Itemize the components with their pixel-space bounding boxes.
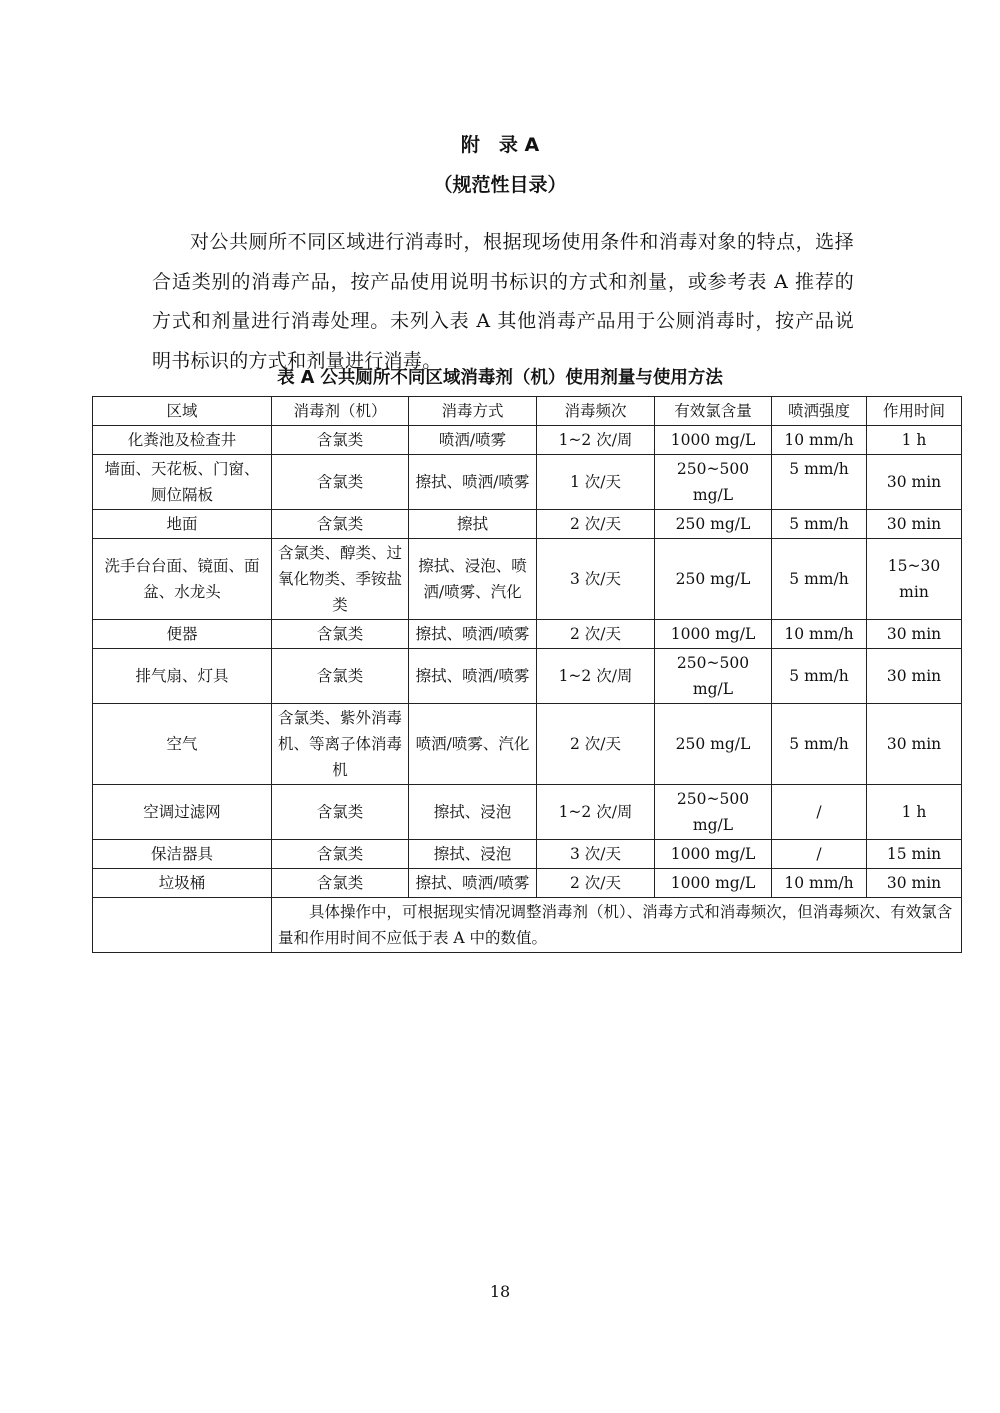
table-cell: 含氯类 xyxy=(272,426,409,455)
table-cell: 10 mm/h xyxy=(772,869,867,898)
table-cell: 30 min xyxy=(867,620,962,649)
table-cell: 1000 mg/L xyxy=(655,620,772,649)
table-caption: 表 A 公共厕所不同区域消毒剂（机）使用剂量与使用方法 xyxy=(277,368,723,388)
table-cell: 250 mg/L xyxy=(655,539,772,620)
table-cell: 保洁器具 xyxy=(93,840,272,869)
table-cell: 30 min xyxy=(867,455,962,510)
table-cell: 擦拭、喷洒/喷雾 xyxy=(409,455,537,510)
table-cell: 含氯类 xyxy=(272,840,409,869)
table-cell: 含氯类 xyxy=(272,785,409,840)
table-row xyxy=(93,869,962,898)
table-cell: 2 次/天 xyxy=(537,620,655,649)
intro-paragraph: 对公共厕所不同区域进行消毒时，根据现场使用条件和消毒对象的特点，选择合适类别的消毒产品，按产品使用说明书标识的方式和剂量，或参考表 A 推荐的方式和剂量进行消毒处理。未列入表 A 其他消毒产品用于公厕消毒时，按产品说明书标识的方式和剂量进行消毒。 xyxy=(152,231,854,372)
table-note-row xyxy=(93,898,962,953)
table-cell: 2 次/天 xyxy=(537,704,655,785)
appendix-subtitle: （规范性目录） xyxy=(433,174,567,196)
table-cell: 5 mm/h xyxy=(772,704,867,785)
table-row xyxy=(93,785,962,840)
table-cell: 空气 xyxy=(93,704,272,785)
header-cell: 有效氯含量 xyxy=(655,397,772,426)
table-cell: 30 min xyxy=(867,869,962,898)
table-row xyxy=(93,840,962,869)
table-cell: 地面 xyxy=(93,510,272,539)
table-cell: 排气扇、灯具 xyxy=(93,649,272,704)
table-cell: 15~30 min xyxy=(867,539,962,620)
table-cell: 擦拭 xyxy=(409,510,537,539)
table-cell: 1~2 次/周 xyxy=(537,426,655,455)
table-cell: 10 mm/h xyxy=(772,426,867,455)
table-cell: 3 次/天 xyxy=(537,840,655,869)
appendix-title: 附 录 A xyxy=(460,134,540,156)
table-cell: 喷洒/喷雾、汽化 xyxy=(409,704,537,785)
table-header-row xyxy=(93,397,962,426)
table-cell: 30 min xyxy=(867,704,962,785)
table-cell: 5 mm/h xyxy=(772,539,867,620)
table-cell: 含氯类 xyxy=(272,510,409,539)
table-cell: 5 mm/h xyxy=(772,649,867,704)
table-row xyxy=(93,539,962,620)
disinfection-table xyxy=(92,396,962,953)
table-cell: 1000 mg/L xyxy=(655,426,772,455)
table-note: 具体操作中，可根据现实情况调整消毒剂（机）、消毒方式和消毒频次，但消毒频次、有效氯含量和作用时间不应低于表 A 中的数值。 xyxy=(272,898,962,953)
table-cell: 1000 mg/L xyxy=(655,869,772,898)
table-cell: 10 mm/h xyxy=(772,620,867,649)
table-row xyxy=(93,455,962,510)
table-row xyxy=(93,704,962,785)
table-cell: 化粪池及检查井 xyxy=(93,426,272,455)
table-cell: 含氯类、醇类、过氧化物类、季铵盐类 xyxy=(272,539,409,620)
table-cell: 3 次/天 xyxy=(537,539,655,620)
table-cell: 空调过滤网 xyxy=(93,785,272,840)
table-cell: 洗手台台面、镜面、面盆、水龙头 xyxy=(93,539,272,620)
table-cell: 墙面、天花板、门窗、厕位隔板 xyxy=(93,455,272,510)
table-cell: 2 次/天 xyxy=(537,869,655,898)
table-cell: 250 mg/L xyxy=(655,704,772,785)
table-cell: 30 min xyxy=(867,649,962,704)
table-cell: 擦拭、浸泡、喷洒/喷雾、汽化 xyxy=(409,539,537,620)
table-cell: / xyxy=(772,840,867,869)
table-row xyxy=(93,649,962,704)
table-cell: 1~2 次/周 xyxy=(537,649,655,704)
table-row xyxy=(93,620,962,649)
header-cell: 喷洒强度 xyxy=(772,397,867,426)
table-row xyxy=(93,426,962,455)
note-label-cell xyxy=(93,898,272,953)
table-cell: 擦拭、喷洒/喷雾 xyxy=(409,649,537,704)
table-cell: 擦拭、浸泡 xyxy=(409,785,537,840)
table-cell: 喷洒/喷雾 xyxy=(409,426,537,455)
table-cell: 擦拭、喷洒/喷雾 xyxy=(409,869,537,898)
table-cell: 15 min xyxy=(867,840,962,869)
header-cell: 作用时间 xyxy=(867,397,962,426)
table-cell: 1 h xyxy=(867,785,962,840)
page-number: 18 xyxy=(489,1282,511,1301)
table-cell: 含氯类 xyxy=(272,869,409,898)
table-cell: 1~2 次/周 xyxy=(537,785,655,840)
table-cell: 1000 mg/L xyxy=(655,840,772,869)
table-cell: 擦拭、喷洒/喷雾 xyxy=(409,620,537,649)
table-cell: 250 mg/L xyxy=(655,510,772,539)
table-cell: 250~500 mg/L xyxy=(655,785,772,840)
table-cell: 擦拭、浸泡 xyxy=(409,840,537,869)
table-cell: 便器 xyxy=(93,620,272,649)
header-cell: 消毒频次 xyxy=(537,397,655,426)
table-cell: / xyxy=(772,785,867,840)
table-cell: 5 mm/h xyxy=(772,455,867,510)
table-cell: 含氯类、紫外消毒机、等离子体消毒机 xyxy=(272,704,409,785)
table-cell: 含氯类 xyxy=(272,649,409,704)
header-cell: 消毒剂（机） xyxy=(272,397,409,426)
table-cell: 1 次/天 xyxy=(537,455,655,510)
header-cell: 区域 xyxy=(93,397,272,426)
table-row xyxy=(93,510,962,539)
table-cell: 垃圾桶 xyxy=(93,869,272,898)
table-cell: 250~500 mg/L xyxy=(655,455,772,510)
table-cell: 1 h xyxy=(867,426,962,455)
table-cell: 30 min xyxy=(867,510,962,539)
header-cell: 消毒方式 xyxy=(409,397,537,426)
table-cell: 2 次/天 xyxy=(537,510,655,539)
table-cell: 含氯类 xyxy=(272,455,409,510)
table-cell: 5 mm/h xyxy=(772,510,867,539)
table-cell: 250~500 mg/L xyxy=(655,649,772,704)
table-cell: 含氯类 xyxy=(272,620,409,649)
